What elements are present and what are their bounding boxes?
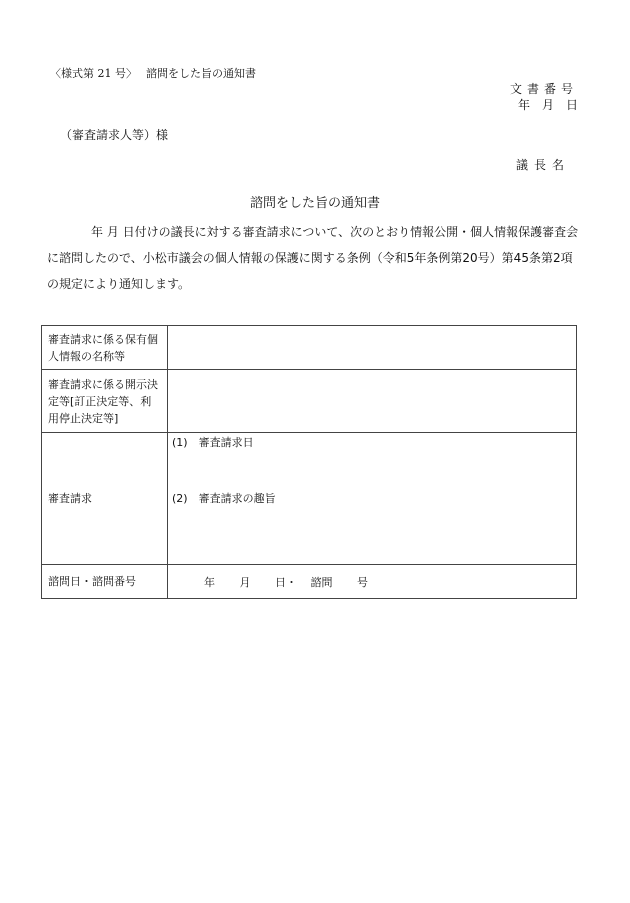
- document-date-label: 年 月 日: [517, 98, 578, 112]
- table-value-info-name: [168, 326, 577, 370]
- table-row: [42, 326, 577, 370]
- table-value-disclosure-decision: [168, 370, 577, 433]
- document-number-label: 文書番号: [509, 82, 578, 96]
- body-paragraph-lead: 年 月 日付けの議長に対する審査請求について、次のとおり情報公開・個人情報保護審査会に: [47, 225, 579, 265]
- page-title: 諮問をした旨の通知書: [249, 196, 380, 211]
- inquiry-date-number-text: 年 月 日・ 諮問 号: [204, 575, 368, 589]
- table-label-disclosure-decision: 審査請求に係る開示決定等[訂正決定等、利用停止決定等]: [42, 370, 168, 433]
- table-label-request: 審査請求: [42, 433, 168, 565]
- table-row: [42, 370, 577, 433]
- table-label-inquiry-date-number: 諮問日・諮問番号: [42, 565, 168, 599]
- table-value-inquiry-date-number: [168, 565, 577, 599]
- table-row: [42, 433, 577, 565]
- body-paragraph: [47, 219, 583, 297]
- request-purpose-item: (2) 審査請求の趣旨: [172, 492, 276, 505]
- sender-name: 議長名: [515, 158, 570, 172]
- notice-table: [41, 325, 577, 599]
- table-label-info-name: 審査請求に係る保有個人情報の名称等: [42, 326, 168, 370]
- form-number-label: 〈様式第 21 号〉 諮問をした旨の通知書: [50, 67, 256, 80]
- addressee: （審査請求人等）様: [60, 128, 169, 142]
- request-date-item: (1) 審査請求日: [172, 436, 254, 449]
- body-paragraph-rest: 諮問したので、小松市議会の個人情報の保護に関する条例（令和5年条例第20号）第45条第2項の規定により通知します。: [47, 251, 573, 291]
- table-row: [42, 565, 577, 599]
